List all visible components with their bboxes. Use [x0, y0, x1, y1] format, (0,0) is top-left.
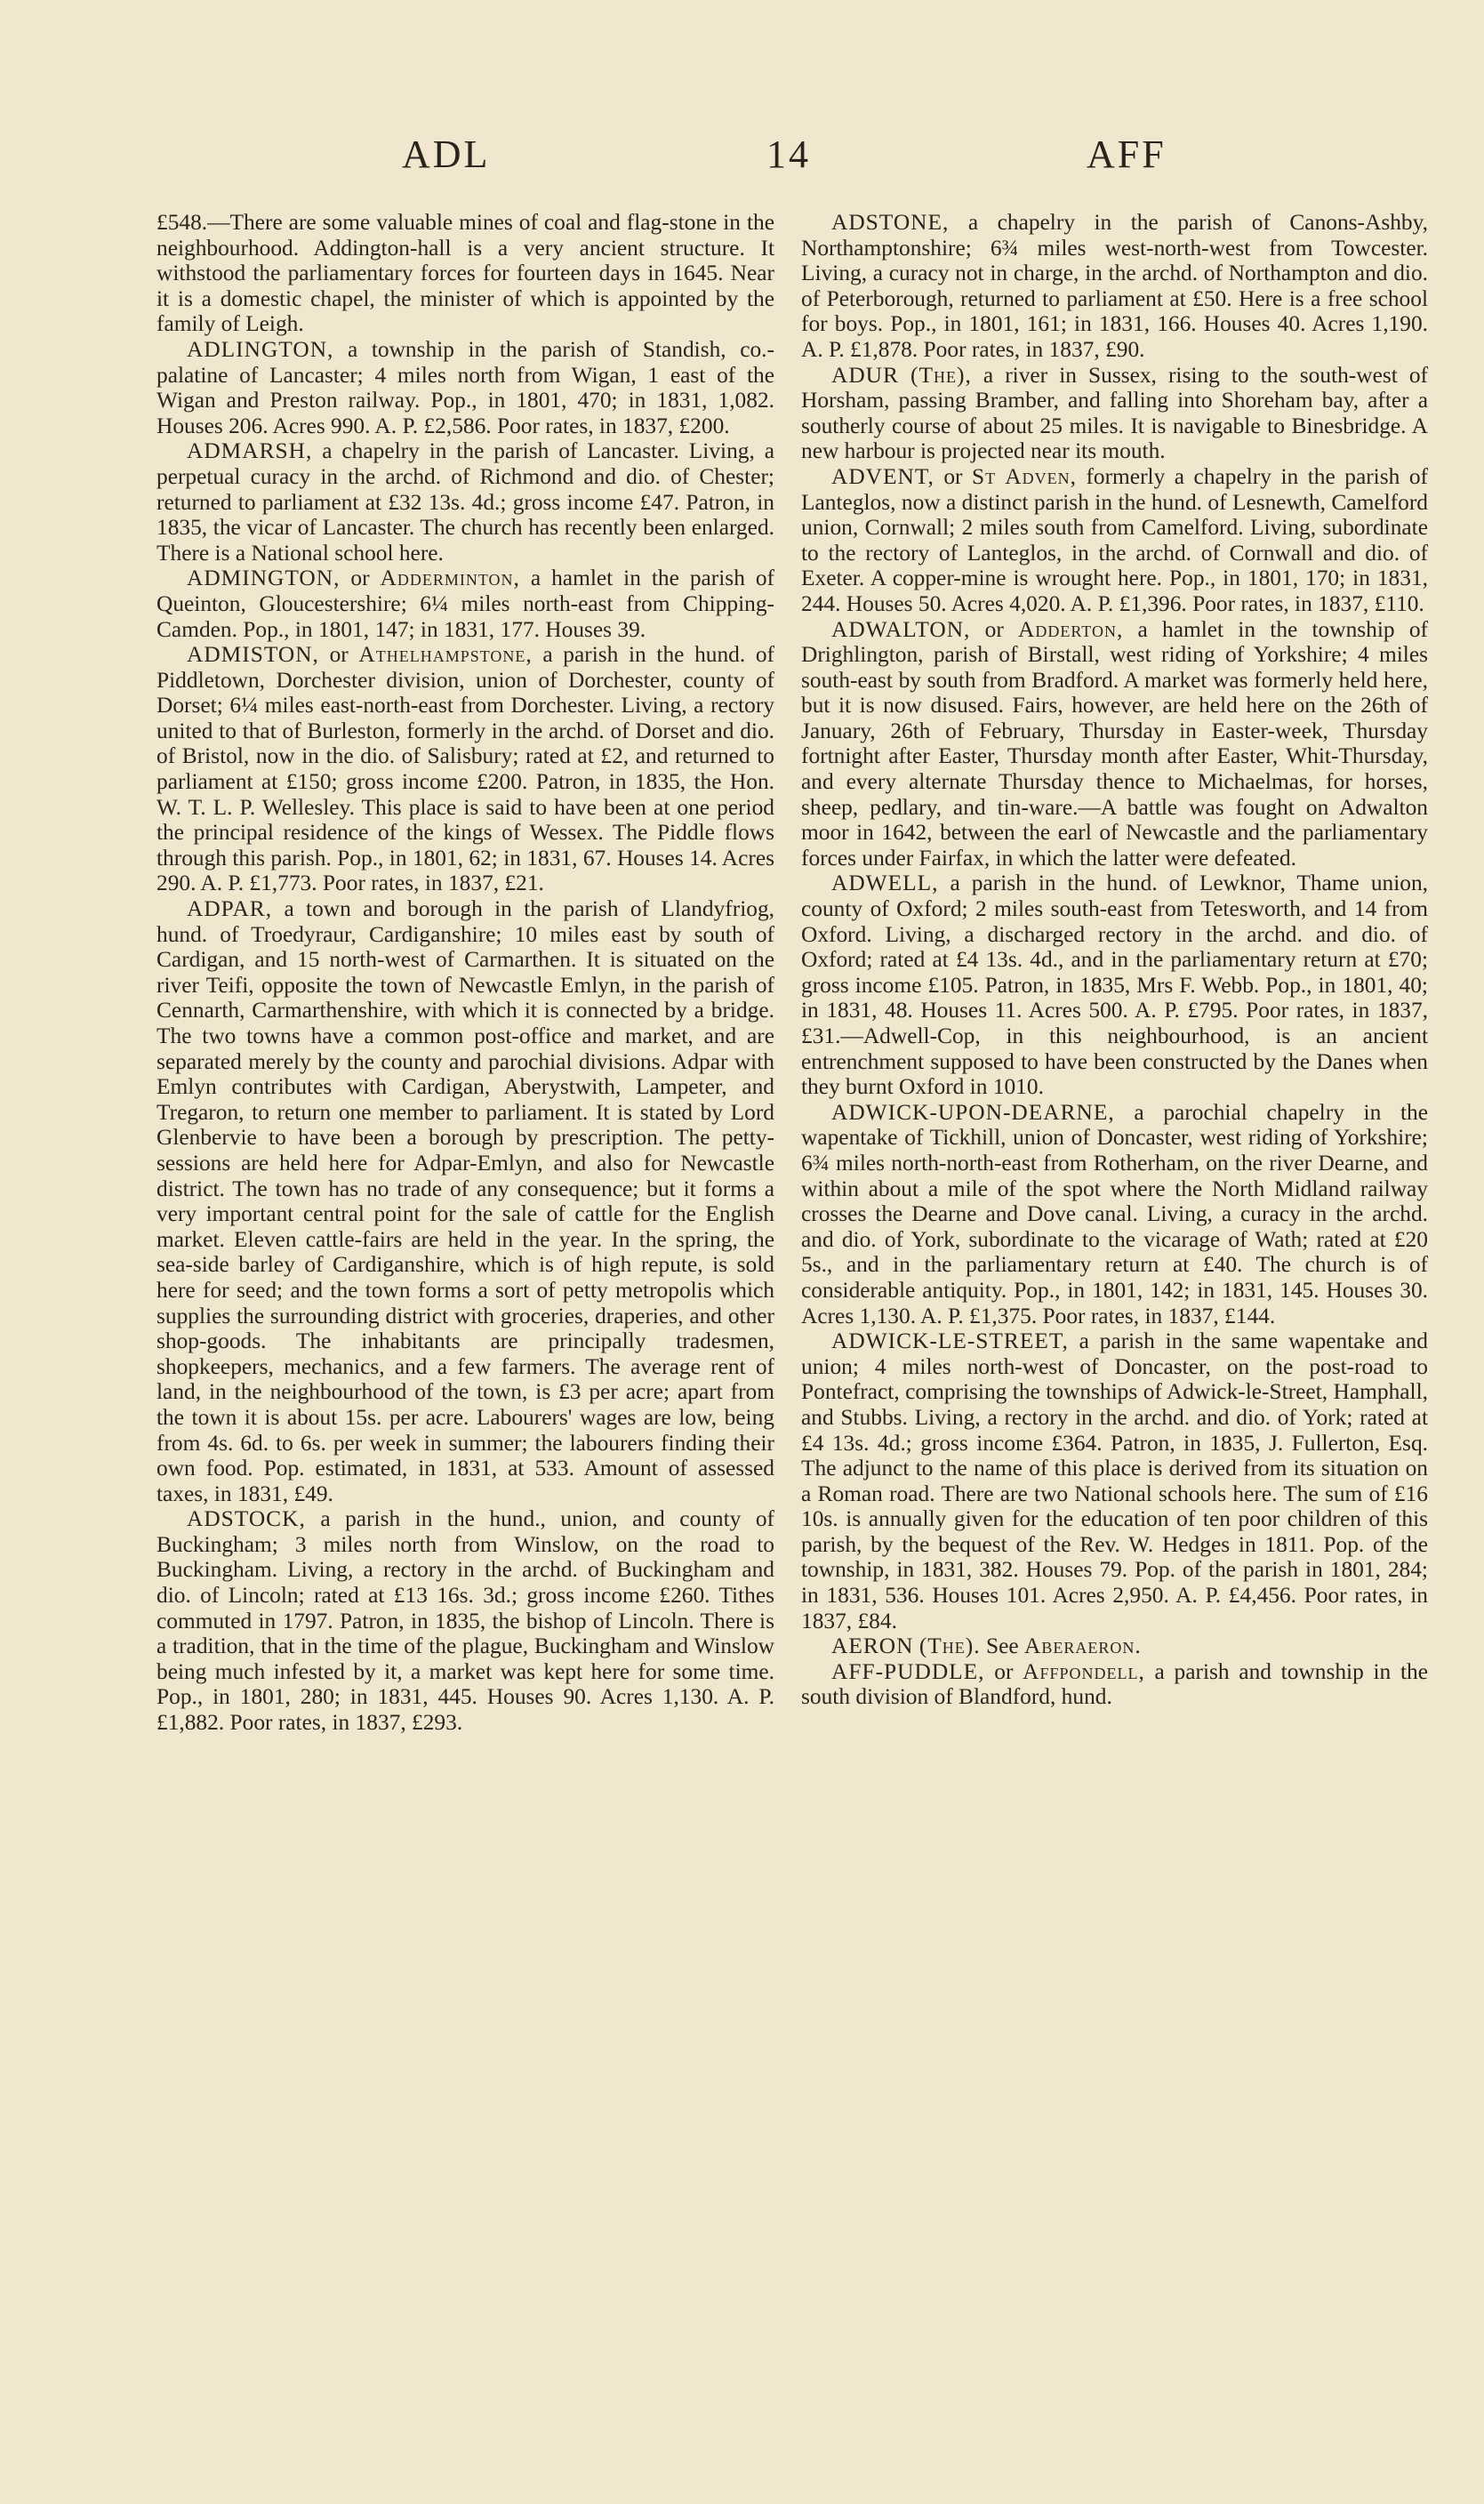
entry-headword: ADVENT,	[831, 463, 935, 489]
entry-text: formerly a chapelry in the parish of Lanteglos, now a distinct parish in the hund. of Lesnewth, Camelford union, Cornwall; 2 miles south from Camelford. Living, subordinate to the rectory of Lanteglos, in the archd. of Cornwall and dio. of Exeter. A copper-mine is wrought here. Pop., in 1801, 170; in 1831, 244. Houses 50. Acres 4,020. A. P. £1,396. Poor rates, in 1837, £110.	[801, 463, 1428, 616]
entry-alt-connector: or	[943, 463, 963, 489]
entry-text: a parish in the hund. of Piddletown, Dorchester division, union of Dorchester, county of Dorset; 6¼ miles east-north-east from Dorchester. Living, a rectory united to that of Burleston, formerly in the archd. of Dorset and dio. of Bristol, now in the dio. of Salisbury; rated at £2, and returned to parliament at £150; gross income £200. Patron, in 1835, the Hon. W. T. L. P. Wellesley. This place is said to have been at one period the principal residence of the kings of Wessex. The Piddle flows through this parish. Pop., in 1801, 62; in 1831, 67. Houses 14. Acres 290. A. P. £1,773. Poor rates, in 1837, £21.	[156, 642, 774, 896]
right-column	[801, 210, 1428, 1710]
entry-alternate-name: Affpondell,	[1023, 1658, 1145, 1684]
gazetteer-entry	[801, 617, 1428, 871]
entry-alternate-name: Adderminton,	[380, 566, 520, 591]
entry-headword: ADUR	[831, 362, 899, 388]
gazetteer-entry	[801, 871, 1428, 1099]
entry-headword: ADWALTON,	[831, 616, 971, 642]
gazetteer-entry	[801, 363, 1428, 464]
entry-headword: ADWELL,	[831, 871, 939, 896]
entry-headword: ADLINGTON,	[187, 336, 334, 362]
entry-text: a chapelry in the parish of Canons-Ashby, Northamptonshire; 6¾ miles west-north-west from Towcester. Living, a curacy not in charge, in the archd. of Northampton and dio. of Peterborough, returned to parliament at £50. Here is a free school for boys. Pop., in 1801, 161; in 1831, 166. Houses 40. Acres 1,190. A. P. £1,878. Poor rates, in 1837, £90.	[801, 210, 1428, 362]
entry-text: a town and borough in the parish of Llandyfriog, hund. of Troedyraur, Cardiganshire; 10 miles east by south of Cardigan, and 15 north-west of Carmarthen. It is situated on the river Teifi, opposite the town of Newcastle Emlyn, in the parish of Cennarth, Carmarthenshire, with which it is connected by a bridge. The two towns have a common post-office and market, and are separated merely by the county and parochial divisions. Adpar with Emlyn contributes with Cardigan, Aberystwith, Lampeter, and Tregaron, to return one member to parliament. It is stated by Lord Glenbervie to have been a borough by prescription. The petty-sessions are held here for Adpar-Emlyn, and also for Newcastle district. The town has no trade of any consequence; but it forms a very important central point for the sale of cattle for the English market. Eleven cattle-fairs are held in the year. In the spring, the sea-side barley of Cardiganshire, which is of high repute, is sold here for seed; and the town forms a sort of petty metropolis which supplies the surrounding district with groceries, draperies, and other shop-goods. The inhabitants are principally tradesmen, shopkeepers, mechanics, and a few farmers. The average rent of land, in the neighbourhood of the town, is £3 per acre; apart from the town it is about 15s. per acre. Labourers' wages are low, being from 4s. 6d. to 6s. per week in summer; the labourers finding their own food. Pop. estimated, in 1831, at 533. Amount of assessed taxes, in 1831, £49.	[156, 896, 774, 1506]
gazetteer-entry	[801, 1100, 1428, 1328]
gazetteer-entry	[801, 210, 1428, 363]
gazetteer-entry	[801, 1633, 1428, 1659]
entry-headword: ADWICK-UPON-DEARNE,	[831, 1099, 1115, 1125]
gazetteer-entry	[156, 337, 774, 438]
entry-text: a parish in the hund. of Lewknor, Thame union, county of Oxford; 2 miles south-east from Tetesworth, and 14 from Oxford. Living, a discharged rectory in the archd. and dio. of Oxford; rated at £4 13s. 4d., and in the parliamentary return at £70; gross income £105. Patron, in 1835, Mrs F. Webb. Pop., in 1801, 40; in 1831, 48. Houses 11. Acres 500. A. P. £795. Poor rates, in 1837, £31.—Adwell-Cop, in this neighbourhood, is an ancient entrenchment supposed to have been constructed by the Danes when they burnt Oxford in 1010.	[801, 871, 1428, 1100]
entry-alternate-name: St Adven,	[972, 463, 1077, 489]
entry-alternate-name: Adderton,	[1018, 616, 1124, 642]
entry-alternate-name: Athelhampstone,	[358, 642, 533, 668]
entry-headword: ADMISTON,	[187, 642, 319, 668]
entry-alt-connector: or	[329, 642, 349, 668]
entry-cross-reference: Aberaeron.	[1023, 1633, 1142, 1659]
entry-text: a parish in the hund., union, and county of Buckingham; 3 miles north from Winslow, on the road to Buckingham. Living, a rectory in the archd. of Buckingham and dio. of Lincoln; rated at £13 16s. 3d.; gross income £260. Tithes commuted in 1797. Patron, in 1835, the bishop of Lincoln. There is a tradition, that in the time of the plague, Buckingham and Winslow being much infested by it, a market was kept here for some time. Pop., in 1801, 280; in 1831, 445. Houses 90. Acres 1,130. A. P. £1,882. Poor rates, in 1837, £293.	[156, 1506, 774, 1736]
entry-text: a hamlet in the township of Drighlington, parish of Birstall, west riding of Yorkshire; 4 miles south-east by south from Bradford. A market was formerly held here, but it is now disused. Fairs, however, are held here on the 26th of January, 26th of February, Thursday in Easter-week, Thursday fortnight after Easter, Thursday month after Easter, Whit-Thursday, and every alternate Thursday thence to Michaelmas, for horses, sheep, pedlary, and tin-ware.—A battle was fought on Adwalton moor in 1642, between the earl of Newcastle and the parliamentary forces under Fairfax, in which the latter were defeated.	[801, 616, 1428, 871]
entry-text: See	[985, 1633, 1019, 1659]
gazetteer-entry	[801, 464, 1428, 617]
entry-text: £548.—There are some valuable mines of coal and flag-stone in the neighbourhood. Addington-hall is a very ancient structure. It withstood the parliamentary forces for fourteen days in 1645. Near it is a domestic chapel, the minister of which is appointed by the family of Leigh.	[156, 210, 774, 337]
entry-headword: ADSTONE,	[831, 210, 950, 235]
continued-entry	[156, 210, 774, 337]
entry-text: a parish and township in the south division of Blandford, hund.	[801, 1658, 1428, 1710]
entry-text: a river in Sussex, rising to the south-west of Horsham, passing Bramber, and falling into Shoreham bay, after a southerly course of about 25 miles. It is navigable to Binesbridge. A new harbour is projected near its mouth.	[801, 362, 1428, 464]
entry-alt-connector: or	[350, 566, 370, 591]
entry-alt-connector: or	[994, 1658, 1014, 1684]
entry-headword-article: (The).	[918, 1633, 981, 1659]
gazetteer-entry	[156, 642, 774, 896]
entry-headword: ADMARSH,	[187, 438, 313, 464]
entry-text: a parish in the same wapentake and union; 4 miles north-west of Doncaster, on the post-road to Pontefract, comprising the townships of Adwick-le-Street, Hamphall, and Stubbs. Living, a rectory in the archd. and dio. of York; rated at £4 13s. 4d.; gross income £364. Patron, in 1835, J. Fullerton, Esq. The adjunct to the name of this place is derived from its situation on a Roman road. There are two National schools here. The sum of £16 10s. is annually given for the education of ten poor children of this parish, by the bequest of the Rev. W. Hedges in 1811. Pop. of the township, in 1831, 382. Houses 79. Pop. of the parish in 1801, 284; in 1831, 536. Houses 101. Acres 2,950. A. P. £4,456. Poor rates, in 1837, £84.	[801, 1328, 1428, 1633]
entry-headword: ADMINGTON,	[187, 566, 341, 591]
entry-headword: ADSTOCK,	[187, 1506, 306, 1532]
page-number: 14	[766, 132, 811, 176]
gazetteer-entry	[801, 1659, 1428, 1710]
gazetteer-entry	[156, 438, 774, 566]
entry-alt-connector: or	[984, 616, 1004, 642]
running-header	[0, 132, 1484, 185]
gazetteer-entry	[156, 566, 774, 642]
gazetteer-entry	[156, 1506, 774, 1735]
left-column	[156, 210, 774, 1736]
entry-headword: ADWICK-LE-STREET,	[831, 1328, 1069, 1354]
entry-headword-article: (The),	[910, 362, 972, 388]
entry-text: a township in the parish of Standish, co.-palatine of Lancaster; 4 miles north from Wigan, 1 east of the Wigan and Preston railway. Pop., in 1801, 470; in 1831, 1,082. Houses 206. Acres 990. A. P. £2,586. Poor rates, in 1837, £200.	[156, 336, 774, 438]
entry-headword: AFF-PUDDLE,	[831, 1658, 985, 1684]
entry-text: a chapelry in the parish of Lancaster. Living, a perpetual curacy in the archd. of Richmond and dio. of Chester; returned to parliament at £32 13s. 4d.; gross income £47. Patron, in 1835, the vicar of Lancaster. The church has recently been enlarged. There is a National school here.	[156, 438, 774, 566]
entry-headword: ADPAR,	[187, 896, 273, 922]
entry-headword: AERON	[831, 1633, 914, 1659]
header-left-guideword: ADL	[402, 132, 491, 176]
gazetteer-entry	[801, 1328, 1428, 1633]
entry-text: a hamlet in the parish of Queinton, Gloucestershire; 6¼ miles north-east from Chipping-Camden. Pop., in 1801, 147; in 1831, 177. Houses 39.	[156, 566, 774, 642]
gazetteer-entry	[156, 896, 774, 1506]
entry-text: a parochial chapelry in the wapentake of Tickhill, union of Doncaster, west riding of Yorkshire; 6¾ miles north-north-east from Rotherham, on the river Dearne, and within about a mile of the spot where the North Midland railway crosses the Dearne and Dove canal. Living, a curacy in the archd. and dio. of York, subordinate to the vicarage of Wath; rated at £20 5s., and in the parliamentary return at £40. The church is of considerable antiquity. Pop., in 1801, 142; in 1831, 145. Houses 30. Acres 1,130. A. P. £1,375. Poor rates, in 1837, £144.	[801, 1099, 1428, 1328]
header-right-guideword: AFF	[1087, 132, 1167, 176]
